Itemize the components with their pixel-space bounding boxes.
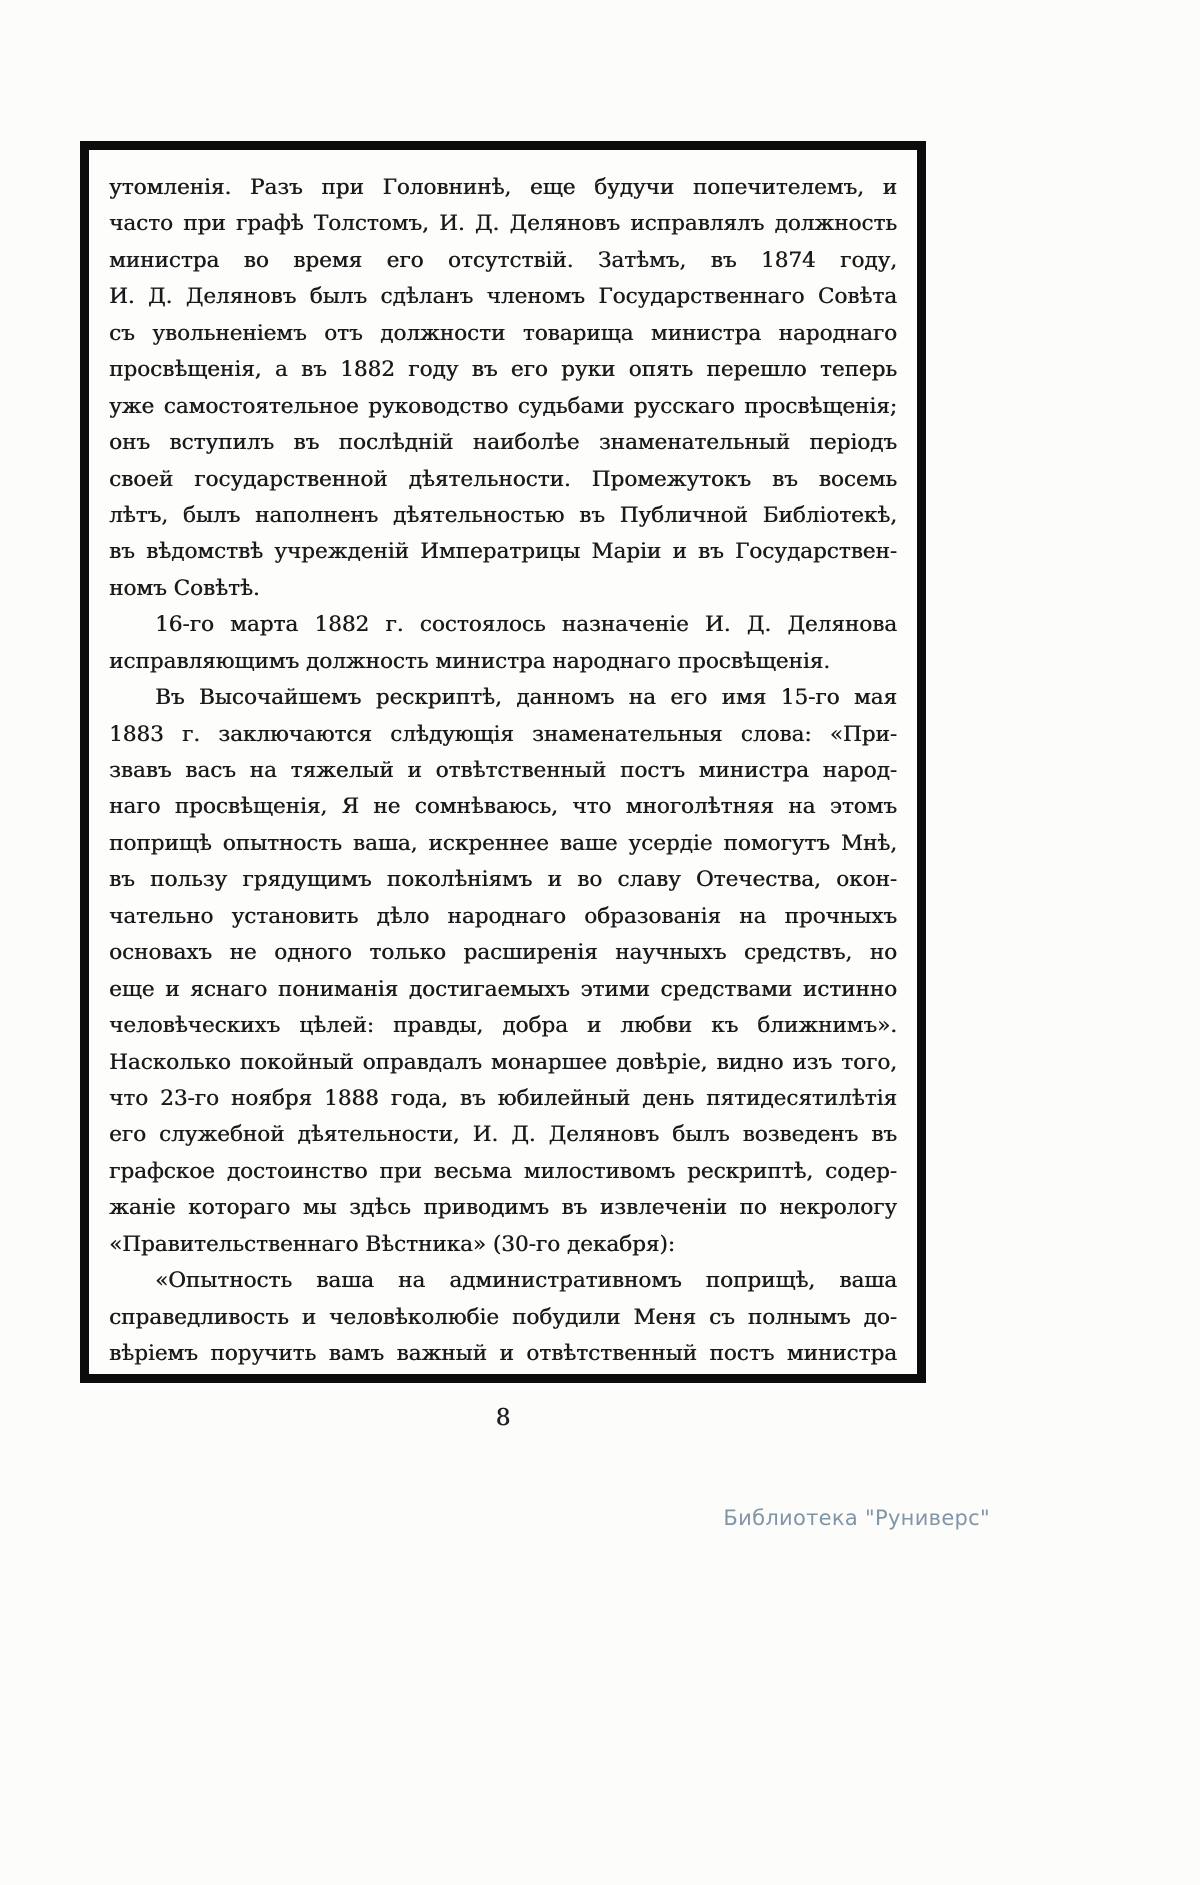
text-line: Въ Высочайшемъ рескриптѣ, данномъ на его имя 15-го мая: [155, 685, 897, 711]
text-line: въ пользу грядущимъ поколѣніямъ и во славу Отечества, окон-: [109, 867, 897, 893]
text-line: съ увольненіемъ отъ должности товарища министра народнаго: [109, 320, 897, 346]
text-line: исправляющимъ должность министра народнаго просвѣщенія.: [109, 648, 831, 674]
text-line: вѣріемъ поручить вамъ важный и отвѣтственный постъ министра: [109, 1341, 897, 1366]
text-line: жаніе котораго мы здѣсь приводимъ въ извлеченіи по некрологу: [109, 1195, 897, 1221]
page-border-frame: [80, 141, 926, 1383]
text-line: человѣческихъ цѣлей: правды, добра и любви къ ближнимъ».: [109, 1013, 897, 1039]
text-line: 1883 г. заключаются слѣдующія знаменательныя слова: «При-: [109, 721, 897, 747]
text-line: поприщѣ опытность ваша, искреннее ваше усердіе помогутъ Мнѣ,: [109, 830, 897, 856]
text-line: уже самостоятельное руководство судьбами русскаго просвѣщенія;: [109, 393, 897, 419]
text-line: часто при графѣ Толстомъ, И. Д. Деляновъ исправлялъ должность: [109, 211, 897, 237]
library-watermark: Библиотека "Руниверс": [723, 1506, 990, 1530]
text-line: номъ Совѣтѣ.: [109, 575, 260, 601]
text-line: наго просвѣщенія, Я не сомнѣваюсь, что многолѣтняя на этомъ: [109, 794, 897, 820]
text-line: чательно установить дѣло народнаго образованія на прочныхъ: [109, 903, 897, 929]
text-line: въ вѣдомствѣ учрежденій Императрицы Маріи и въ Государствен-: [109, 539, 897, 565]
text-line: что 23-го ноября 1888 года, въ юбилейный день пятидесятилѣтія: [109, 1085, 897, 1111]
text-line: его служебной дѣятельности, И. Д. Деляновъ былъ возведенъ въ: [109, 1122, 897, 1148]
text-line: «Опытность ваша на административномъ поприщѣ, ваша: [155, 1268, 897, 1294]
text-line: графское достоинство при весьма милостивомъ рескриптѣ, содер-: [109, 1158, 897, 1184]
text-line: лѣтъ, былъ наполненъ дѣятельностью въ Публичной Библіотекѣ,: [109, 502, 897, 528]
text-line: еще и яснаго пониманія достигаемыхъ этими средствами истинно: [109, 976, 897, 1002]
text-line: «Правительственнаго Вѣстника» (30-го декабря):: [109, 1231, 675, 1257]
text-line: звавъ васъ на тяжелый и отвѣтственный постъ министра народ-: [109, 758, 897, 783]
text-line: своей государственной дѣятельности. Промежутокъ въ восемь: [109, 466, 897, 492]
text-line: И. Д. Деляновъ былъ сдѣланъ членомъ Государственнаго Совѣта: [109, 284, 897, 310]
text-line: онъ вступилъ въ послѣдній наиболѣе знаменательный періодъ: [109, 430, 897, 456]
text-line: утомленія. Разъ при Головнинѣ, еще будучи попечителемъ, и: [109, 175, 897, 200]
text-line: 16-го марта 1882 г. состоялось назначеніе И. Д. Делянова: [155, 612, 897, 638]
text-line: Насколько покойный оправдалъ монаршее довѣріе, видно изъ того,: [109, 1049, 897, 1075]
page-number: 8: [495, 1405, 511, 1431]
body-text: [109, 170, 897, 1372]
text-line: просвѣщенія, а въ 1882 году въ его руки опять перешло теперь: [109, 357, 897, 383]
text-line: министра во время его отсутствій. Затѣмъ, въ 1874 году,: [109, 247, 897, 273]
text-line: основахъ не одного только расширенія научныхъ средствъ, но: [109, 940, 897, 966]
text-line: справедливость и человѣколюбіе побудили Меня съ полнымъ до-: [109, 1304, 897, 1330]
